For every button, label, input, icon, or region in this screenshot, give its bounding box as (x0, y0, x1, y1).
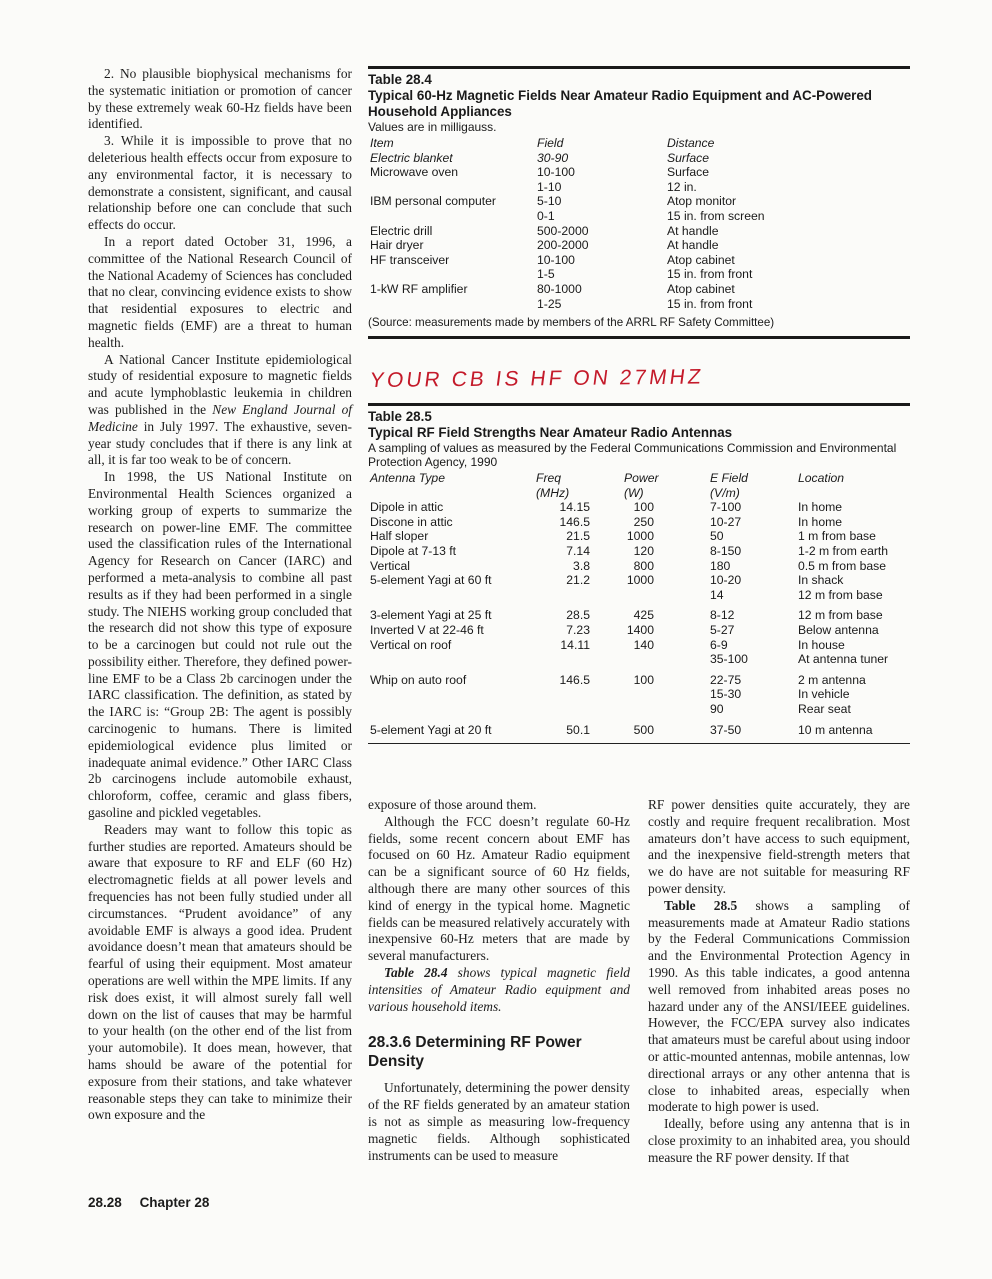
table-cell: In shack (798, 573, 844, 588)
table-number: Table 28.5 (368, 409, 432, 424)
table-cell: Atop cabinet (667, 281, 735, 296)
right-column (648, 797, 910, 1167)
text-run: A National Cancer Institute epidemiological study of residential exposure to magnetic fields and acute lymphoblastic leukemia in children was published in the (88, 351, 352, 417)
table-cell: 50 (710, 529, 724, 544)
table-row (368, 588, 910, 603)
table-cell: 1000 (626, 573, 654, 588)
text-run: shows typical magnetic field intensities of Amateur Radio equipment and various household items. (368, 964, 631, 1014)
table-title: Typical RF Field Strengths Near Amateur Radio Antennas (368, 425, 733, 440)
column-header: Antenna Type (370, 471, 445, 485)
table-cell: Surface (667, 150, 710, 165)
table-cell: 6-9 (710, 637, 728, 652)
table-row (368, 623, 910, 638)
table-cell: At handle (667, 238, 719, 253)
table-cell: 0.5 m from base (798, 558, 887, 573)
table-cell: 146.5 (559, 672, 590, 687)
middle-column (368, 797, 630, 1164)
table-cell: 120 (633, 543, 654, 558)
paragraph (88, 352, 352, 470)
table-cell: 15 in. from front (667, 296, 753, 311)
table-cell: 14 (710, 587, 724, 602)
column-unit: (MHz) (536, 485, 570, 500)
table-note: Values are in milligauss. (368, 120, 497, 134)
column-unit: (W) (624, 485, 644, 500)
table-cell: 15-30 (710, 687, 742, 702)
table-row (368, 267, 910, 282)
table-top-rule (368, 403, 910, 406)
table-cell: In home (798, 500, 843, 515)
column-header: Power (624, 471, 659, 485)
table-cell: 100 (633, 672, 654, 687)
table-cell: 7.14 (566, 543, 590, 558)
column-unit: (V/m) (710, 485, 740, 500)
table-cell: 37-50 (710, 722, 742, 737)
paragraph (648, 898, 910, 1116)
table-cell: 14.15 (559, 500, 590, 515)
table-row (368, 687, 910, 702)
chapter-label: Chapter 28 (139, 1195, 210, 1210)
table-cell: In home (798, 514, 843, 529)
table-body (368, 151, 910, 312)
table-cell: 30-90 (537, 150, 569, 165)
table-body (368, 500, 910, 737)
table-cell: 1 m from base (798, 529, 876, 544)
table-cell: 10 m antenna (798, 722, 873, 737)
paragraph: In a report dated October 31, 1996, a committee of the National Research Council of the National Academy of Sciences has concluded that no clear, convincing evidence exists to show that residential exposures to electric and magnetic fields (EMF) are a threat to human health. (88, 233, 353, 350)
column-header: Item (370, 136, 394, 150)
table-cell: 3-element Yagi at 25 ft (370, 608, 492, 623)
page-number: 28.28 (88, 1195, 122, 1210)
table-cell: Dipole in attic (370, 500, 444, 515)
table-row (368, 500, 910, 515)
table-row (368, 529, 910, 544)
table-cell: 12 m from base (798, 608, 883, 623)
table-cell: In vehicle (798, 687, 850, 702)
table-cell: 140 (633, 637, 654, 652)
table-cell: 100 (633, 500, 654, 515)
paragraph: RF power densities quite accurately, they are costly and require frequent recalibration. Most amateurs don’t have access to such equipment, and the inexpensive field-strength meters that we do have are not suitable for measuring RF power density. (648, 797, 910, 896)
table-number: Table 28.4 (368, 72, 432, 87)
table-cell: Below antenna (798, 622, 879, 637)
table-row (368, 673, 910, 688)
table-cell: 0-1 (537, 208, 555, 223)
paragraph: Ideally, before using any antenna that is in close proximity to an inhabited area, you should measure the RF power density. If that (648, 1116, 910, 1165)
table-row (368, 282, 910, 297)
table-row (368, 224, 910, 239)
table-cell: 10-20 (710, 573, 742, 588)
table-cell: Atop monitor (667, 194, 737, 209)
page-footer (88, 1195, 223, 1210)
table-cell: 10-100 (537, 165, 575, 180)
table-cell: 5-10 (537, 194, 562, 209)
table-header-row (368, 471, 910, 486)
table-row (368, 297, 910, 312)
table-row (368, 165, 910, 180)
column-header: Freq (536, 471, 562, 485)
text-run: shows a sampling of measurements made at Amateur Radio stations by the Federal Communications Commission and the Environmental Protection Agency in 1990. As this table indicates, a good antenna well removed from inhabited areas poses no hazard under any of the ANSI/IEEE guidelines. However, the FCC/EPA survey also indicates that amateurs must be careful about using indoor or attic-mounted antennas, mobile antennas, low directional arrays or any other antenna that is close to inhabited areas, especially when moderate to high power is used. (648, 897, 910, 1115)
table-cell: 14.11 (560, 637, 590, 652)
table-row (368, 702, 910, 717)
table-note: A sampling of values as measured by the Federal Communications Commission and Environmental Protection Agency, 1990 (368, 441, 897, 469)
column-header: Location (798, 471, 845, 485)
table-cell: Atop cabinet (667, 252, 735, 267)
table-cell: 180 (710, 558, 731, 573)
table-cell: Inverted V at 22-46 ft (370, 622, 484, 637)
table-reference: Table 28.4 (384, 964, 448, 980)
column-header: Field (537, 136, 564, 150)
table-cell: 800 (633, 558, 654, 573)
table-row (368, 608, 910, 623)
table-cell: Electric blanket (370, 150, 453, 165)
table-cell: Surface (667, 165, 710, 180)
table-cell: 90 (710, 701, 724, 716)
paragraph: exposure of those around them. (368, 797, 537, 812)
table-row (368, 180, 910, 195)
table-cell: 21.2 (566, 573, 590, 588)
table-cell: Discone in attic (370, 514, 453, 529)
table-cell: 28.5 (566, 608, 590, 623)
table-cell: 15 in. from screen (667, 208, 765, 223)
table-cell: 22-75 (710, 672, 742, 687)
table-cell: 500 (633, 722, 654, 737)
table-row (368, 638, 910, 653)
paragraph (368, 965, 630, 1015)
table-cell: 5-27 (710, 622, 735, 637)
table-row (368, 515, 910, 530)
table-cell: 21.5 (566, 529, 590, 544)
table-cell: 2 m antenna (798, 672, 866, 687)
paragraph: 3. While it is impossible to prove that no deleterious health effects occur from exposure to any environmental factor, it is necessary to demonstrate a consistent, significant, and causal relationship before one can conclude that such effects do occur. (88, 133, 352, 233)
table-row (368, 559, 910, 574)
table-cell: 12 in. (667, 179, 697, 194)
table-cell: 1-5 (537, 267, 555, 282)
journal-title: New England Journal of Medicine (88, 401, 352, 434)
table-units-row (368, 486, 910, 501)
table-cell: 7.23 (566, 622, 590, 637)
table-cell: 8-12 (710, 608, 735, 623)
table-cell: 8-150 (710, 543, 742, 558)
paragraph: 2. No plausible biophysical mechanisms for the systematic initiation or promotion of cancer by these extremely weak 60-Hz fields have been identified. (88, 66, 352, 132)
table-row (368, 194, 910, 209)
left-column (88, 66, 352, 1124)
table-cell: Rear seat (798, 701, 851, 716)
table-bottom-rule (368, 743, 910, 744)
table-reference: Table 28.5 (664, 897, 738, 913)
column-header: Distance (667, 136, 715, 150)
table-row (368, 238, 910, 253)
table-28-4 (368, 66, 910, 339)
table-header-row (368, 136, 910, 151)
column-header: E Field (710, 471, 748, 485)
paragraph: Readers may want to follow this topic as further studies are reported. Amateurs should be aware that exposure to RF and ELF (60 Hz) electromagnetic fields at all power levels and frequencies has not been fully studied under all circumstances. “Prudent avoidance” of any avoidable EMF is always a good idea. Prudent avoidance doesn’t mean that amateurs should be fearful of using their equipment. Most amateur operations are well within the MPE limits. If any risk does exist, it will almost surely fall well down on the list of causes that may be harmful to your health (on the other end of the list from your automobile). It does mean, however, that hams should be aware of the potential for exposure from their stations, and take whatever reasonable steps they can take to minimize their own exposure and the (88, 821, 352, 1123)
table-cell: In house (798, 637, 845, 652)
table-title: Typical 60-Hz Magnetic Fields Near Amateur Radio Equipment and AC-Powered Household Appliances (368, 88, 872, 119)
table-cell: 5-element Yagi at 60 ft (370, 573, 492, 588)
table-cell: 200-2000 (537, 238, 589, 253)
table-row (368, 209, 910, 224)
table-cell: 10-27 (710, 514, 742, 529)
table-row (368, 544, 910, 559)
table-cell: At handle (667, 223, 719, 238)
table-cell: 1-10 (537, 179, 562, 194)
paragraph: In 1998, the US National Institute on Environmental Health Sciences organized a working group of experts to summarize the research on power-line EMF. The committee used the classification rules of the International Agency for Research on Cancer (IARC) and performed a meta-analysis to combine all past results as if they had been performed in a single study. The NIEHS working group concluded that the research did not show this type of exposure to be a carcinogen but could not rule out the possibility either. Therefore, they defined power-line EMF to be a Class 2b carcinogen under the IARC classification. The definition, as stated by the IARC is: “Group 2B: The agent is possibly carcinogenic to humans. There is limited epidemiological evidence plus limited or inadequate animal evidence.” Other IARC Class 2b carcinogens include automobile exhaust, chloroform, coffee, ceramic and glass fibers, gasoline and pickled vegetables. (88, 469, 352, 821)
table-cell: 7-100 (710, 500, 742, 515)
table-cell: 35-100 (710, 652, 748, 667)
table-cell: Microwave oven (370, 165, 459, 180)
table-row (368, 253, 910, 268)
table-source: (Source: measurements made by members of the ARRL RF Safety Committee) (368, 316, 775, 330)
table-row (368, 573, 910, 588)
table-cell: 146.5 (559, 514, 590, 529)
table-cell: 1400 (626, 622, 654, 637)
table-cell: 1-kW RF amplifier (370, 281, 468, 296)
table-cell: 1-2 m from earth (798, 543, 889, 558)
table-cell: 10-100 (537, 252, 575, 267)
table-cell: HF transceiver (370, 252, 450, 267)
table-cell: 250 (633, 514, 654, 529)
table-cell: Whip on auto roof (370, 672, 467, 687)
table-cell: Vertical (370, 558, 410, 573)
table-cell: Half sloper (370, 529, 429, 544)
table-cell: Vertical on roof (370, 637, 452, 652)
table-cell: 1000 (626, 529, 654, 544)
paragraph: Although the FCC doesn’t regulate 60-Hz fields, some recent concern about EMF has focused on 60 Hz. Amateur Radio equipment can be a significant source of 60 Hz fields, although there are many other sources of this kind of energy in the typical home. Magnetic fields can be measured relatively accurately with inexpensive 60-Hz meters that are made by several manufacturers. (368, 813, 630, 964)
table-cell: 15 in. from front (667, 267, 753, 282)
table-cell: Electric drill (370, 223, 433, 238)
table-cell: Dipole at 7-13 ft (370, 543, 457, 558)
text-run: in July 1997. The exhaustive, seven-year study concludes that if there is any link at all, it is far too weak to be of concern. (88, 418, 352, 468)
table-cell: 50.1 (566, 722, 590, 737)
table-cell: At antenna tuner (798, 652, 889, 667)
paragraph: Unfortunately, determining the power density of the RF fields generated by an amateur station is not as simple as measuring low-frequency magnetic fields. Although sophisticated instruments can be used to measure (368, 1080, 630, 1163)
table-cell: 425 (633, 608, 654, 623)
table-cell: 3.8 (573, 558, 590, 573)
table-cell: 500-2000 (537, 223, 589, 238)
table-top-rule (368, 66, 910, 69)
table-row (368, 151, 910, 166)
table-cell: 12 m from base (798, 587, 883, 602)
table-28-5 (368, 403, 910, 744)
table-bottom-rule (368, 336, 910, 339)
table-cell: 5-element Yagi at 20 ft (370, 722, 492, 737)
table-row (368, 652, 910, 667)
table-row (368, 723, 910, 738)
table-cell: IBM personal computer (370, 194, 496, 209)
section-heading: 28.3.6 Determining RF Power Density (368, 1034, 582, 1071)
table-cell: Hair dryer (370, 238, 424, 253)
table-cell: 1-25 (537, 296, 562, 311)
table-cell: 80-1000 (537, 281, 582, 296)
handwritten-note: YOUR CB IS HF ON 27MHZ (368, 365, 706, 392)
